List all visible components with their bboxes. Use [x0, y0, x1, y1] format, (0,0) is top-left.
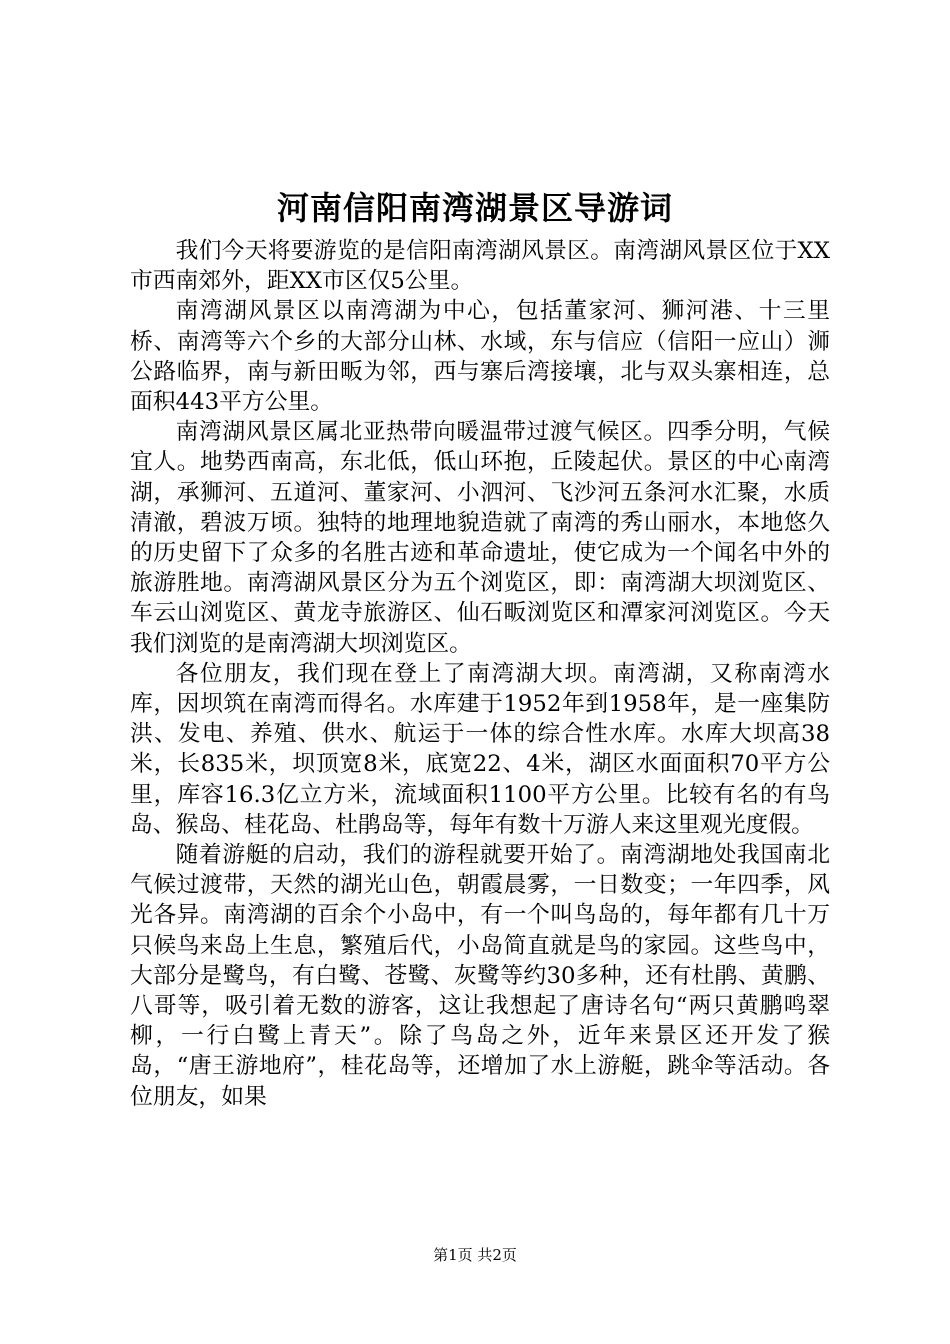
paragraph: 南湾湖风景区以南湾湖为中心，包括董家河、狮河港、十三里桥、南湾等六个乡的大部分山林、水域，东与信应（信阳一应山）浉公路临界，南与新田畈为邻，西与寨后湾接壤，北与双头寨相连，总面积443平方公里。: [130, 298, 830, 416]
page-title: 河南信阳南湾湖景区导游词: [276, 189, 673, 227]
paragraph: 南湾湖风景区属北亚热带向暖温带过渡气候区。四季分明，气候宜人。地势西南高，东北低，低山环抱，丘陵起伏。景区的中心南湾湖，承狮河、五道河、董家河、小泗河、飞沙河五条河水汇聚，水质清澈，碧波万顷。独特的地理地貌造就了南湾的秀山丽水，本地悠久的历史留下了众多的名胜古迹和革命遗址，使它成为一个闻名中外的旅游胜地。南湾湖风景区分为五个浏览区，即：南湾湖大坝浏览区、车云山浏览区、黄龙寺旅游区、仙石畈浏览区和潭家河浏览区。今天我们浏览的是南湾湖大坝浏览区。: [130, 419, 830, 657]
paragraph: 各位朋友，我们现在登上了南湾湖大坝。南湾湖，又称南湾水库，因坝筑在南湾而得名。水库建于1952年到1958年，是一座集防洪、发电、养殖、供水、航运于一体的综合性水库。水库大坝高38米，长835米，坝顶宽8米，底宽22、4米，湖区水面面积70平方公里，库容16.3亿立方米，流域面积1100平方公里。比较有名的有鸟岛、猴岛、桂花岛、杜鹃岛等，每年有数十万游人来这里观光度假。: [130, 660, 830, 838]
paragraph: 随着游艇的启动，我们的游程就要开始了。南湾湖地处我国南北气候过渡带，天然的湖光山色，朝霞晨雾，一日数变；一年四季，风光各异。南湾湖的百余个小岛中，有一个叫鸟岛的，每年都有几十万只候鸟来岛上生息，繁殖后代，小岛简直就是鸟的家园。这些鸟中，大部分是鹭鸟，有白鹭、苍鹭、灰鹭等约30多种，还有杜鹃、黄鹏、八哥等，吸引着无数的游客，这让我想起了唐诗名句“两只黄鹏鸣翠柳，一行白鹭上青天”。除了鸟岛之外，近年来景区还开发了猴岛，“唐王游地府”，桂花岛等，还增加了水上游艇，跳伞等活动。各位朋友，如果: [130, 842, 830, 1110]
page-footer: 第1页 共2页: [433, 1246, 517, 1264]
paragraph: 我们今天将要游览的是信阳南湾湖风景区。南湾湖风景区位于XX市西南郊外，距XX市区仅5公里。: [130, 238, 830, 295]
document-body: [130, 236, 830, 1112]
